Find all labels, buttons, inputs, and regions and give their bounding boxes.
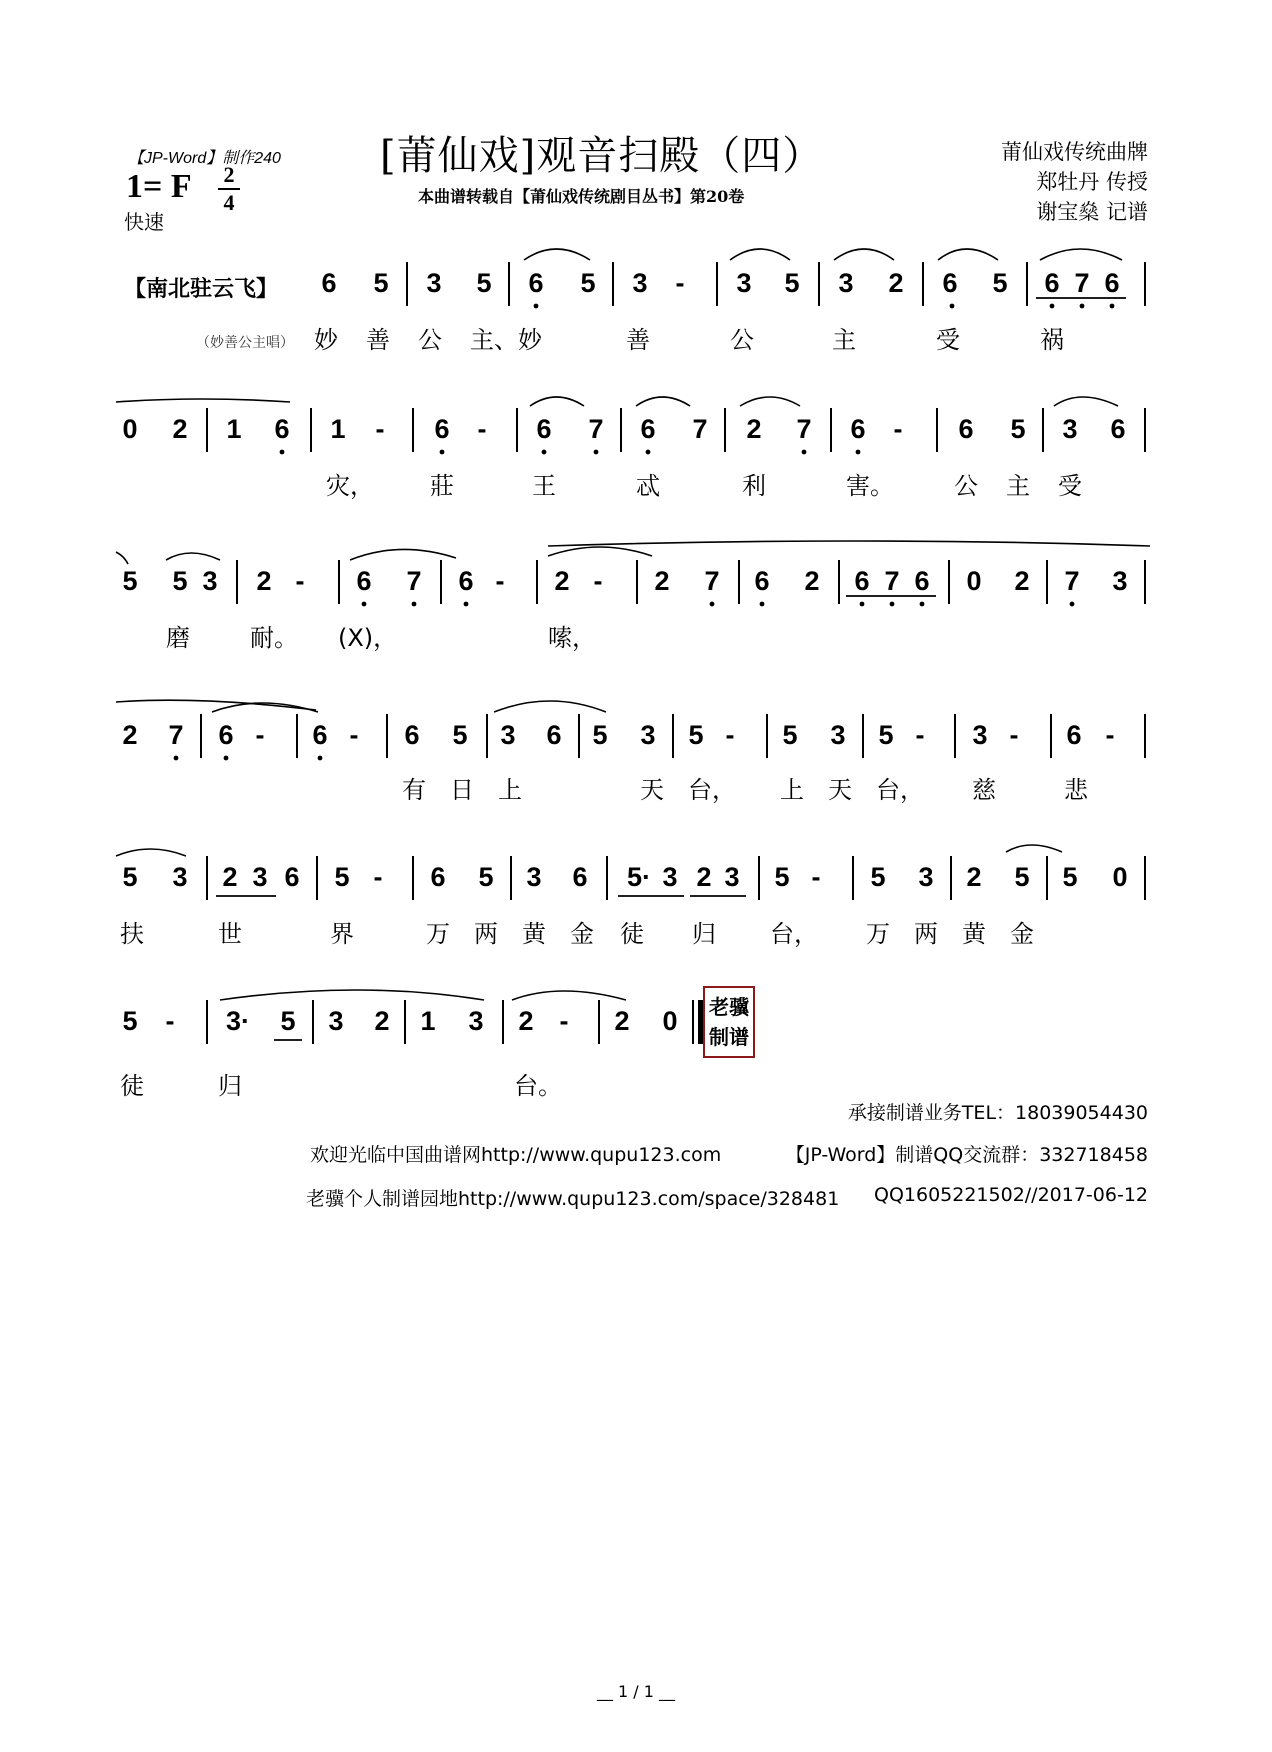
note: 7 <box>796 414 812 444</box>
note: 7 <box>1064 566 1080 596</box>
slur <box>938 249 998 260</box>
note: 3 <box>202 566 218 596</box>
note: 1 <box>330 414 346 444</box>
lyric: 受 <box>1058 472 1082 500</box>
slur <box>530 397 584 406</box>
note: 6 <box>1066 720 1082 750</box>
octave-dot <box>1070 602 1075 607</box>
note: 5· <box>626 862 651 892</box>
lyric: 黄 <box>962 920 986 948</box>
note: 6 <box>356 566 372 596</box>
note: 5 <box>122 566 138 596</box>
note: 3 <box>662 862 678 892</box>
note: 2 <box>614 1006 630 1036</box>
page-title: [莆仙戏]观音扫殿（四） <box>380 133 824 179</box>
note: 5 <box>992 268 1008 298</box>
note: 3 <box>724 862 740 892</box>
slur <box>1054 397 1118 406</box>
note: - <box>373 862 383 892</box>
lyric: 扶 <box>120 920 144 948</box>
note: 5 <box>452 720 468 750</box>
credit-transcriber: 谢宝燊 记谱 <box>1036 200 1148 224</box>
octave-dot <box>950 304 955 309</box>
lyric: 归 <box>218 1072 242 1100</box>
note: 3 <box>468 1006 484 1036</box>
lyric: 界 <box>330 920 354 948</box>
slur <box>166 553 220 560</box>
note: 6 <box>914 566 930 596</box>
note: 5 <box>172 566 188 596</box>
note: 6 <box>1044 268 1060 298</box>
stamp-line-1: 老骥 <box>709 995 749 1019</box>
note: 5 <box>878 720 894 750</box>
note: - <box>495 566 505 596</box>
lyric: 耐。 <box>250 624 298 652</box>
note: 6 <box>218 720 234 750</box>
note: 3 <box>736 268 752 298</box>
note: 7 <box>588 414 604 444</box>
note: 6 <box>430 862 446 892</box>
note: 1 <box>226 414 242 444</box>
octave-dot <box>440 450 445 455</box>
lyric: 害。 <box>846 472 894 500</box>
footer-welcome: 欢迎光临中国曲谱网http://www.qupu123.com <box>310 1144 722 1166</box>
lyric: 受 <box>936 326 960 354</box>
tune-label: 【南北驻云飞】 <box>124 277 279 302</box>
note: 6 <box>850 414 866 444</box>
footer-tel: 承接制谱业务TEL：18039054430 <box>847 1102 1148 1124</box>
lyric: 慈 <box>972 776 996 804</box>
octave-dot <box>318 756 323 761</box>
note: 5 <box>122 862 138 892</box>
lyric: 台。 <box>514 1072 562 1100</box>
octave-dot <box>760 602 765 607</box>
lyric: 公 <box>954 472 978 500</box>
note: 3 <box>838 268 854 298</box>
lyric: 天 <box>640 776 664 804</box>
note: 7 <box>704 566 720 596</box>
note: - <box>675 268 685 298</box>
lyric: 公 <box>418 326 442 354</box>
slur <box>220 990 484 1000</box>
note: 5 <box>1014 862 1030 892</box>
lyric: 上 <box>498 776 522 804</box>
octave-dot <box>1050 304 1055 309</box>
note: 5 <box>774 862 790 892</box>
lyric: 妙 <box>314 326 338 354</box>
note: 5 <box>122 1006 138 1036</box>
note: 0 <box>662 1006 678 1036</box>
slur <box>548 541 1150 546</box>
note: 2 <box>122 720 138 750</box>
note: - <box>1009 720 1019 750</box>
octave-dot <box>856 450 861 455</box>
slur <box>636 397 690 406</box>
time-bottom: 4 <box>223 190 235 215</box>
note: 6 <box>404 720 420 750</box>
lyric: 莊 <box>430 472 454 500</box>
note: 2 <box>554 566 570 596</box>
lyric: 灾， <box>326 472 374 500</box>
slur <box>116 849 186 856</box>
lyric: 台， <box>688 776 736 804</box>
note: 5 <box>478 862 494 892</box>
slur <box>834 249 894 260</box>
note: 6 <box>321 268 337 298</box>
footer-qq-date: QQ1605221502//2017-06-12 <box>873 1184 1148 1206</box>
key-signature: 1= F <box>126 168 192 205</box>
octave-dot <box>802 450 807 455</box>
slur <box>494 701 606 712</box>
note: 6 <box>528 268 544 298</box>
note: 3 <box>1062 414 1078 444</box>
octave-dot <box>362 602 367 607</box>
octave-dot <box>534 304 539 309</box>
lyric: 主、妙 <box>470 326 542 354</box>
lyric: 忒 <box>636 472 660 500</box>
note: 5 <box>688 720 704 750</box>
note: 6 <box>274 414 290 444</box>
note: 6 <box>754 566 770 596</box>
lyric: 祸 <box>1040 326 1064 354</box>
lyric: 有 <box>402 776 426 804</box>
note: 6 <box>1104 268 1120 298</box>
note: 7 <box>406 566 422 596</box>
note: - <box>295 566 305 596</box>
lyric: 上 <box>780 776 804 804</box>
octave-dot <box>594 450 599 455</box>
note: 0 <box>122 414 138 444</box>
slur <box>1040 249 1122 260</box>
note: - <box>811 862 821 892</box>
note: 5 <box>870 862 886 892</box>
note: 5 <box>1010 414 1026 444</box>
octave-dot <box>860 602 865 607</box>
note: 6 <box>640 414 656 444</box>
note: - <box>593 566 603 596</box>
note: 6 <box>942 268 958 298</box>
note: 3 <box>526 862 542 892</box>
note: 2 <box>966 862 982 892</box>
octave-dot <box>542 450 547 455</box>
note: 3 <box>830 720 846 750</box>
note: 2 <box>256 566 272 596</box>
source-note: 本曲谱转载自【莆仙戏传统剧目丛书】第20卷 <box>418 187 745 206</box>
note: - <box>725 720 735 750</box>
octave-dot <box>280 450 285 455</box>
note: 3 <box>172 862 188 892</box>
lyric: 徒 <box>620 920 644 948</box>
note: 6 <box>536 414 552 444</box>
note: 3 <box>972 720 988 750</box>
note: 7 <box>168 720 184 750</box>
octave-dot <box>646 450 651 455</box>
note: 3 <box>252 862 268 892</box>
note: 3 <box>918 862 934 892</box>
note: 2 <box>696 862 712 892</box>
slur <box>1006 845 1062 852</box>
note: 3 <box>1112 566 1128 596</box>
note: 3 <box>640 720 656 750</box>
lyric: 主 <box>832 326 856 354</box>
note: 5 <box>476 268 492 298</box>
credit-teacher: 郑牡丹 传授 <box>1036 170 1148 194</box>
note: - <box>375 414 385 444</box>
note: - <box>915 720 925 750</box>
lyric: 善 <box>626 326 650 354</box>
note: 6 <box>572 862 588 892</box>
note: 6 <box>958 414 974 444</box>
note: 5 <box>784 268 800 298</box>
note: - <box>1105 720 1115 750</box>
note: - <box>893 414 903 444</box>
lyric: 磨 <box>166 624 190 652</box>
lyric: (X)， <box>338 624 398 652</box>
octave-dot <box>920 602 925 607</box>
note: 5 <box>280 1006 296 1036</box>
lyric: 万 <box>866 920 890 948</box>
lyric: 悲 <box>1064 776 1088 804</box>
lyric: 黄 <box>522 920 546 948</box>
lyric: 公 <box>730 326 754 354</box>
note: 2 <box>804 566 820 596</box>
lyric: 台， <box>770 920 818 948</box>
lyric: 嗦， <box>548 624 596 652</box>
lyric: 天 <box>828 776 852 804</box>
slur <box>524 249 590 260</box>
note: 6 <box>546 720 562 750</box>
note: 2 <box>746 414 762 444</box>
note: 2 <box>222 862 238 892</box>
lyric: 王 <box>532 472 556 500</box>
note: - <box>349 720 359 750</box>
lyric: 台， <box>876 776 924 804</box>
lyric: 归 <box>692 920 716 948</box>
tempo-marking: 快速 <box>124 210 164 234</box>
slur <box>512 991 626 1000</box>
lyric: 金 <box>570 920 594 948</box>
singer-note: （妙善公主唱） <box>196 335 294 351</box>
maker-note: 【JP-Word】制作240 <box>128 150 281 167</box>
note: 3 <box>426 268 442 298</box>
note: 5 <box>580 268 596 298</box>
time-top: 2 <box>223 162 235 187</box>
note: 6 <box>1110 414 1126 444</box>
note: 3· <box>225 1006 250 1036</box>
note: 2 <box>888 268 904 298</box>
octave-dot <box>710 602 715 607</box>
slur <box>116 399 290 402</box>
octave-dot <box>1080 304 1085 309</box>
lyric: 善 <box>366 326 390 354</box>
note: 7 <box>1074 268 1090 298</box>
note: 3 <box>500 720 516 750</box>
note: - <box>559 1006 569 1036</box>
lyric: 两 <box>474 920 498 948</box>
note: 5 <box>782 720 798 750</box>
note: 6 <box>312 720 328 750</box>
page-number: __ 1 / 1 __ <box>596 1682 676 1701</box>
note: 5 <box>1062 862 1078 892</box>
footer-personal: 老骥个人制谱园地http://www.qupu123.com/space/328481 <box>306 1188 840 1210</box>
note: 2 <box>172 414 188 444</box>
octave-dot <box>224 756 229 761</box>
note: 3 <box>632 268 648 298</box>
note: 0 <box>966 566 982 596</box>
slur <box>116 552 128 564</box>
note: 5 <box>373 268 389 298</box>
note: 5 <box>334 862 350 892</box>
credit-genre: 莆仙戏传统曲牌 <box>1001 140 1148 164</box>
note: 1 <box>420 1006 436 1036</box>
maker-stamp <box>703 986 755 1058</box>
lyric: 徒 <box>120 1072 144 1100</box>
note: - <box>255 720 265 750</box>
note: 7 <box>884 566 900 596</box>
slur <box>350 549 456 560</box>
octave-dot <box>890 602 895 607</box>
note: 7 <box>692 414 708 444</box>
note: 2 <box>1014 566 1030 596</box>
octave-dot <box>174 756 179 761</box>
footer-qq-group: 【JP-Word】制谱QQ交流群：332718458 <box>785 1144 1148 1166</box>
note: 5 <box>592 720 608 750</box>
note: - <box>165 1006 175 1036</box>
lyric: 世 <box>218 920 242 948</box>
slur <box>740 397 800 406</box>
note: 6 <box>458 566 474 596</box>
lyric: 两 <box>914 920 938 948</box>
note: 6 <box>284 862 300 892</box>
note: 2 <box>654 566 670 596</box>
stamp-line-2: 制谱 <box>709 1025 749 1049</box>
note: 6 <box>854 566 870 596</box>
note: 2 <box>374 1006 390 1036</box>
lyric: 利 <box>742 472 766 500</box>
slur <box>548 547 652 556</box>
note: 6 <box>434 414 450 444</box>
lyric: 主 <box>1006 472 1030 500</box>
note: - <box>477 414 487 444</box>
lyric: 日 <box>450 776 474 804</box>
octave-dot <box>464 602 469 607</box>
lyric: 万 <box>426 920 450 948</box>
octave-dot <box>1110 304 1115 309</box>
slur <box>730 249 790 260</box>
note: 3 <box>328 1006 344 1036</box>
lyric: 金 <box>1010 920 1034 948</box>
note: 0 <box>1112 862 1128 892</box>
octave-dot <box>412 602 417 607</box>
note: 2 <box>518 1006 534 1036</box>
